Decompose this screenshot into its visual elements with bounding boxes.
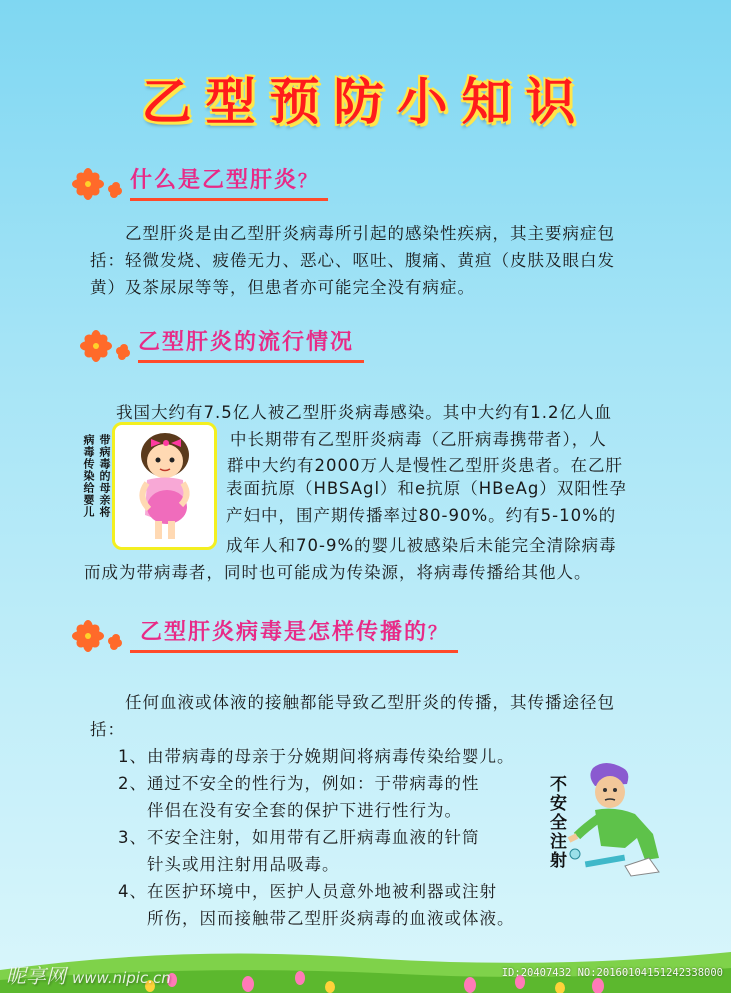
watermark-id: ID:20407432 NO:20160104151242338000 (501, 967, 723, 979)
watermark-url: www.nipic.cn (72, 969, 171, 987)
page-title: 乙型预防小知识 (141, 73, 590, 131)
paragraph-line: 成年人和70-9%的婴儿被感染后未能完全清除病毒 (226, 536, 617, 555)
flower-icon (78, 329, 136, 363)
list-item-continuation: 伴侣在没有安全套的保护下进行性行为。 (147, 801, 462, 820)
paragraph-line: 乙型肝炎是由乙型肝炎病毒所引起的感染性疾病，其主要病症包 (90, 224, 615, 243)
paragraph-line: 任何血液或体液的接触都能导致乙型肝炎的传播，其传播途径包 (90, 693, 615, 712)
section-heading-what-is (70, 163, 328, 201)
list-item-continuation: 针头或用注射用品吸毒。 (147, 855, 340, 874)
unsafe-injection-caption: 不安全注射 (546, 775, 566, 870)
flower-icon (70, 619, 128, 653)
paragraph-line: 表面抗原（HBSAgl）和e抗原（HBeAg）双阳性孕 (226, 479, 627, 498)
paragraph-line: 中长期带有乙型肝炎病毒（乙肝病毒携带者），人 (230, 430, 607, 449)
paragraph-line: 群中大约有2000万人是慢性乙型肝炎患者。在乙肝 (227, 456, 623, 475)
paragraph-line: 黄）及茶尿尿等等，但患者亦可能完全没有病症。 (90, 278, 475, 297)
list-item: 3、不安全注射，如用带有乙肝病毒血液的针筒 (118, 828, 480, 847)
list-item: 2、通过不安全的性行为，例如：于带病毒的性 (118, 774, 480, 793)
watermark-brand-name: 昵享网 (6, 964, 66, 988)
pregnant-mother-illustration (112, 422, 217, 550)
drug-user-illustration (565, 762, 675, 882)
section-heading-text: 什么是乙型肝炎？ (130, 163, 328, 201)
section-heading-prevalence (78, 325, 364, 363)
flower-icon (70, 167, 128, 201)
list-item: 4、在医护环境中，医护人员意外地被利器或注射 (118, 882, 497, 901)
paragraph-line: 我国大约有7.5亿人被乙型肝炎病毒感染。其中大约有1.2亿人血 (116, 403, 612, 422)
list-item-continuation: 所伤，因而接触带乙型肝炎病毒的血液或体液。 (147, 909, 515, 928)
image-caption-col: 病毒传染给婴儿 (82, 434, 95, 518)
pregnant-mother-icon (115, 425, 214, 547)
paragraph-line: 而成为带病毒者，同时也可能成为传染源，将病毒传播给其他人。 (84, 563, 592, 582)
section-heading-text: 乙型肝炎的流行情况 (138, 325, 364, 363)
paragraph-line: 括： (90, 720, 125, 739)
watermark-brand (6, 960, 171, 989)
section-heading-transmission (70, 615, 458, 653)
paragraph-line: 括：轻微发烧、疲倦无力、恶心、呕吐、腹痛、黄疸（皮肤及眼白发 (90, 251, 615, 270)
paragraph-line: 产妇中，围产期传播率过80-90%。约有5-10%的 (226, 506, 617, 525)
image-caption-col: 带病毒的母亲将 (98, 434, 111, 518)
list-item: 1、由带病毒的母亲于分娩期间将病毒传染给婴儿。 (118, 747, 515, 766)
section-heading-text: 乙型肝炎病毒是怎样传播的？ (130, 615, 458, 653)
